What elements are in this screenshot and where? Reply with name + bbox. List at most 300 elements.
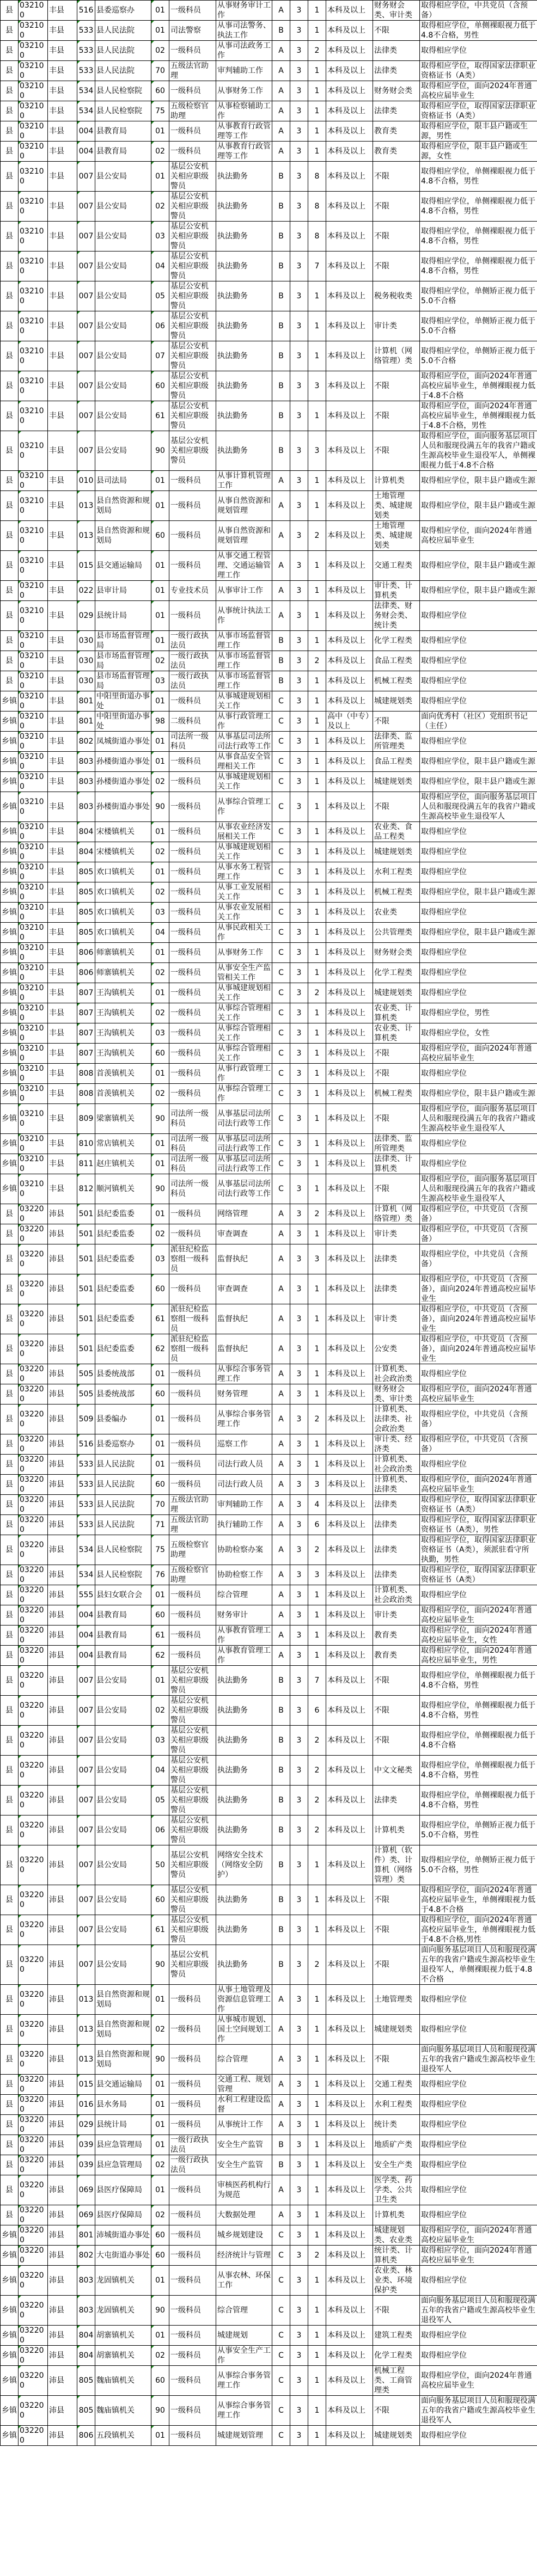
cell-count[interactable]: 1 <box>308 732 326 752</box>
cell-pos-code[interactable]: 01 <box>151 1434 169 1455</box>
cell-region-code[interactable]: 032200 <box>19 1364 48 1384</box>
cell-dept-code[interactable]: 534 <box>77 1565 95 1585</box>
cell-pos-code[interactable]: 90 <box>151 1104 169 1134</box>
cell-ratio[interactable]: 3 <box>290 882 308 903</box>
cell-dept-code[interactable]: 007 <box>77 281 95 311</box>
cell-dept[interactable]: 县公安局 <box>95 1726 151 1756</box>
cell-major[interactable]: 城建规划类 <box>373 2426 420 2446</box>
cell-region-code[interactable]: 032200 <box>19 1404 48 1434</box>
cell-region[interactable]: 丰县 <box>48 121 77 142</box>
cell-type[interactable]: A <box>272 1274 290 1304</box>
cell-level[interactable]: 县 <box>1 631 19 651</box>
cell-count[interactable]: 7 <box>308 252 326 281</box>
cell-ratio[interactable]: 3 <box>290 1364 308 1384</box>
cell-education[interactable]: 本科及以上 <box>326 162 373 192</box>
cell-pos-code[interactable]: 01 <box>151 2426 169 2446</box>
cell-major[interactable]: 医学类、药学类、公共卫生类 <box>373 2175 420 2205</box>
cell-other[interactable]: 取得相应学位 <box>420 1064 537 1084</box>
cell-region[interactable]: 沛县 <box>48 1495 77 1515</box>
cell-position[interactable]: 一级科员 <box>169 822 216 842</box>
cell-major[interactable]: 农业类 <box>373 903 420 923</box>
cell-pos-code[interactable]: 01 <box>151 862 169 882</box>
cell-dept[interactable]: 孙楼街道办事处 <box>95 752 151 772</box>
cell-level[interactable]: 县 <box>1 1535 19 1565</box>
cell-pos-code[interactable]: 01 <box>151 2095 169 2115</box>
cell-ratio[interactable]: 3 <box>290 371 308 401</box>
cell-count[interactable]: 1 <box>308 671 326 691</box>
cell-duty[interactable]: 从事城建规划相关工作 <box>216 983 272 1003</box>
cell-other[interactable]: 取得相应学位 <box>420 822 537 842</box>
cell-dept[interactable]: 县纪委监委 <box>95 1334 151 1364</box>
cell-major[interactable]: 不限 <box>373 222 420 252</box>
cell-major[interactable]: 机械工程类 <box>373 882 420 903</box>
cell-position[interactable]: 一级科员 <box>169 1084 216 1104</box>
cell-other[interactable]: 取得相应学位，面向2024年普通高校应届毕业生 <box>420 2225 537 2246</box>
cell-count[interactable]: 1 <box>308 1084 326 1104</box>
cell-count[interactable]: 1 <box>308 1845 326 1885</box>
cell-region[interactable]: 丰县 <box>48 862 77 882</box>
cell-type[interactable]: A <box>272 2075 290 2095</box>
cell-major[interactable]: 审计类、计算机类 <box>373 581 420 601</box>
cell-region-code[interactable]: 032200 <box>19 1565 48 1585</box>
cell-region-code[interactable]: 032200 <box>19 1726 48 1756</box>
cell-major[interactable]: 城建规划类、农业类 <box>373 2225 420 2246</box>
cell-position[interactable]: 一级科员 <box>169 1224 216 1244</box>
cell-region[interactable]: 丰县 <box>48 1174 77 1204</box>
cell-pos-code[interactable]: 02 <box>151 842 169 862</box>
cell-pos-code[interactable]: 01 <box>151 732 169 752</box>
cell-major[interactable]: 化学工程类 <box>373 2346 420 2366</box>
cell-region-code[interactable]: 032100 <box>19 1174 48 1204</box>
cell-major[interactable]: 不限 <box>373 252 420 281</box>
cell-ratio[interactable]: 3 <box>290 1134 308 1154</box>
cell-position[interactable]: 一级科员 <box>169 1003 216 1023</box>
cell-position[interactable]: 一级科员 <box>169 2095 216 2115</box>
cell-dept[interactable]: 首羡镇机关 <box>95 1084 151 1104</box>
cell-dept-code[interactable]: 013 <box>77 521 95 551</box>
cell-region-code[interactable]: 032200 <box>19 1945 48 1985</box>
cell-pos-code[interactable]: 90 <box>151 1174 169 1204</box>
cell-dept[interactable]: 县公安局 <box>95 1816 151 1845</box>
cell-ratio[interactable]: 3 <box>290 1945 308 1985</box>
cell-other[interactable]: 取得相应学位，面向2024年普通高校应届毕业生 <box>420 521 537 551</box>
cell-position[interactable]: 一级科员 <box>169 963 216 983</box>
cell-type[interactable]: A <box>272 491 290 521</box>
cell-level[interactable]: 县 <box>1 2045 19 2075</box>
cell-region[interactable]: 沛县 <box>48 2225 77 2246</box>
cell-duty[interactable]: 从事自然资源和规划管理 <box>216 491 272 521</box>
cell-position[interactable]: 基层公安机关相应职级警员 <box>169 252 216 281</box>
cell-count[interactable]: 1 <box>308 2155 326 2175</box>
cell-count[interactable]: 1 <box>308 2266 326 2296</box>
cell-other[interactable]: 取得相应学位，面向2024年普通高校应届毕业生 <box>420 2246 537 2266</box>
cell-ratio[interactable]: 3 <box>290 651 308 671</box>
cell-pos-code[interactable]: 01 <box>151 601 169 631</box>
cell-region-code[interactable]: 032200 <box>19 2135 48 2155</box>
cell-education[interactable]: 本科及以上 <box>326 1023 373 1044</box>
cell-duty[interactable]: 巡察工作 <box>216 1434 272 1455</box>
cell-duty[interactable]: 执法勤务 <box>216 192 272 222</box>
cell-education[interactable]: 本科及以上 <box>326 581 373 601</box>
cell-major[interactable]: 税务税收类 <box>373 281 420 311</box>
cell-education[interactable]: 本科及以上 <box>326 2246 373 2266</box>
cell-education[interactable]: 本科及以上 <box>326 1565 373 1585</box>
cell-duty[interactable]: 协助检察工作 <box>216 1565 272 1585</box>
cell-level[interactable]: 乡镇 <box>1 2296 19 2326</box>
cell-region-code[interactable]: 032100 <box>19 903 48 923</box>
cell-other[interactable]: 取得相应学位，限丰县户籍或生源，男性 <box>420 121 537 142</box>
cell-ratio[interactable]: 3 <box>290 1455 308 1475</box>
cell-dept[interactable]: 县委统战部 <box>95 1384 151 1404</box>
cell-position[interactable]: 五级法官助理 <box>169 1515 216 1535</box>
cell-type[interactable]: C <box>272 2266 290 2296</box>
cell-education[interactable]: 本科及以上 <box>326 21 373 41</box>
cell-type[interactable]: B <box>272 1885 290 1915</box>
cell-ratio[interactable]: 3 <box>290 1696 308 1726</box>
cell-region-code[interactable]: 032200 <box>19 1304 48 1334</box>
cell-ratio[interactable]: 3 <box>290 1985 308 2015</box>
cell-duty[interactable]: 从事综合事务管理工作 <box>216 1364 272 1384</box>
cell-dept[interactable]: 县公安局 <box>95 1915 151 1945</box>
cell-other[interactable]: 取得相应学位，面向2024年普通高校应届毕业生，单侧裸眼视力低于4.8不合格，男性 <box>420 401 537 431</box>
cell-region[interactable]: 沛县 <box>48 2175 77 2205</box>
cell-count[interactable]: 1 <box>308 903 326 923</box>
cell-region-code[interactable]: 032200 <box>19 1475 48 1495</box>
cell-region-code[interactable]: 032200 <box>19 2205 48 2225</box>
cell-count[interactable]: 1 <box>308 1 326 21</box>
cell-level[interactable]: 县 <box>1 1945 19 1985</box>
cell-duty[interactable]: 综合管理 <box>216 2296 272 2326</box>
cell-dept-code[interactable]: 505 <box>77 1364 95 1384</box>
cell-dept[interactable]: 师寨镇机关 <box>95 963 151 983</box>
cell-count[interactable]: 2 <box>308 1816 326 1845</box>
cell-dept[interactable]: 凤城街道办事处 <box>95 732 151 752</box>
cell-dept-code[interactable]: 004 <box>77 1605 95 1626</box>
cell-major[interactable]: 公共管理类 <box>373 923 420 943</box>
cell-pos-code[interactable]: 01 <box>151 943 169 963</box>
cell-region[interactable]: 丰县 <box>48 142 77 162</box>
cell-region-code[interactable]: 032100 <box>19 252 48 281</box>
cell-ratio[interactable]: 3 <box>290 252 308 281</box>
cell-duty[interactable]: 执法勤务 <box>216 1696 272 1726</box>
cell-major[interactable]: 法律类 <box>373 1495 420 1515</box>
cell-level[interactable]: 县 <box>1 1626 19 1646</box>
cell-education[interactable]: 本科及以上 <box>326 1064 373 1084</box>
cell-dept[interactable]: 魏庙镇机关 <box>95 2396 151 2426</box>
cell-region[interactable]: 丰县 <box>48 192 77 222</box>
cell-pos-code[interactable]: 02 <box>151 1084 169 1104</box>
cell-other[interactable]: 取得相应学位 <box>420 2326 537 2346</box>
cell-education[interactable]: 本科及以上 <box>326 631 373 651</box>
cell-type[interactable]: C <box>272 772 290 792</box>
cell-region[interactable]: 沛县 <box>48 1434 77 1455</box>
cell-level[interactable]: 县 <box>1 651 19 671</box>
cell-major[interactable]: 机械工程类 <box>373 671 420 691</box>
cell-other[interactable]: 取得相应学位，限丰县户籍或生源 <box>420 1084 537 1104</box>
cell-ratio[interactable]: 3 <box>290 101 308 121</box>
cell-dept-code[interactable]: 004 <box>77 121 95 142</box>
cell-level[interactable]: 乡镇 <box>1 1154 19 1174</box>
cell-pos-code[interactable]: 01 <box>151 1204 169 1224</box>
cell-dept[interactable]: 县公安局 <box>95 192 151 222</box>
cell-ratio[interactable]: 3 <box>290 943 308 963</box>
cell-dept[interactable]: 县公安局 <box>95 1945 151 1985</box>
cell-type[interactable]: A <box>272 1204 290 1224</box>
cell-dept-code[interactable]: 533 <box>77 1515 95 1535</box>
cell-other[interactable]: 取得相应学位 <box>420 2155 537 2175</box>
cell-type[interactable]: A <box>272 1515 290 1535</box>
cell-type[interactable]: B <box>272 1696 290 1726</box>
cell-level[interactable]: 县 <box>1 1845 19 1885</box>
cell-ratio[interactable]: 3 <box>290 1565 308 1585</box>
cell-ratio[interactable]: 3 <box>290 1244 308 1274</box>
cell-dept-code[interactable]: 069 <box>77 2175 95 2205</box>
cell-dept[interactable]: 县纪委监委 <box>95 1274 151 1304</box>
cell-duty[interactable]: 执法勤务 <box>216 222 272 252</box>
cell-duty[interactable]: 安全生产监管 <box>216 2135 272 2155</box>
cell-other[interactable]: 取得相应学位，面向2024年普通高校应届毕业生，单侧裸眼视力低于4.8不合格 <box>420 371 537 401</box>
cell-duty[interactable]: 从事检察辅助工作 <box>216 101 272 121</box>
cell-other[interactable]: 取得相应学位，单侧矫正视力低于5.0不合格 <box>420 311 537 341</box>
cell-region-code[interactable]: 032100 <box>19 1 48 21</box>
cell-ratio[interactable]: 3 <box>290 1204 308 1224</box>
cell-other[interactable]: 取得相应学位，单侧矫正视力低于5.0不合格，男性 <box>420 1845 537 1885</box>
cell-region-code[interactable]: 032200 <box>19 1816 48 1845</box>
cell-dept-code[interactable]: 516 <box>77 1 95 21</box>
cell-dept[interactable]: 县纪委监委 <box>95 1244 151 1274</box>
cell-region[interactable]: 沛县 <box>48 2396 77 2426</box>
cell-count[interactable]: 1 <box>308 2095 326 2115</box>
cell-region[interactable]: 丰县 <box>48 41 77 61</box>
cell-region-code[interactable]: 032100 <box>19 862 48 882</box>
cell-other[interactable]: 取得相应学位 <box>420 842 537 862</box>
cell-type[interactable]: A <box>272 1605 290 1626</box>
cell-region[interactable]: 沛县 <box>48 2135 77 2155</box>
cell-ratio[interactable]: 3 <box>290 1 308 21</box>
cell-region[interactable]: 沛县 <box>48 1816 77 1845</box>
cell-level[interactable]: 县 <box>1 1585 19 1605</box>
cell-major[interactable]: 不限 <box>373 1044 420 1064</box>
cell-region-code[interactable]: 032100 <box>19 1084 48 1104</box>
cell-type[interactable]: C <box>272 1003 290 1023</box>
cell-type[interactable]: A <box>272 1224 290 1244</box>
cell-region[interactable]: 沛县 <box>48 1384 77 1404</box>
cell-dept[interactable]: 县公安局 <box>95 252 151 281</box>
cell-pos-code[interactable]: 01 <box>151 491 169 521</box>
cell-region-code[interactable]: 032100 <box>19 792 48 822</box>
cell-major[interactable]: 建筑工程类 <box>373 2326 420 2346</box>
cell-other[interactable]: 取得相应学位，中共党员（含预备），面向2024年普通高校应届毕业生 <box>420 1304 537 1334</box>
cell-dept[interactable]: 县公安局 <box>95 1885 151 1915</box>
cell-ratio[interactable]: 3 <box>290 2095 308 2115</box>
cell-count[interactable]: 1 <box>308 2115 326 2135</box>
cell-dept-code[interactable]: 007 <box>77 192 95 222</box>
cell-duty[interactable]: 从事教育管理工作 <box>216 1646 272 1666</box>
cell-type[interactable]: C <box>272 2225 290 2246</box>
cell-major[interactable]: 城建规划类 <box>373 691 420 712</box>
cell-region-code[interactable]: 032200 <box>19 2366 48 2396</box>
cell-major[interactable]: 审计类 <box>373 311 420 341</box>
cell-major[interactable]: 不限 <box>373 2045 420 2075</box>
cell-region-code[interactable]: 032200 <box>19 2346 48 2366</box>
cell-other[interactable]: 取得相应学位 <box>420 2346 537 2366</box>
cell-pos-code[interactable]: 02 <box>151 2205 169 2225</box>
cell-level[interactable]: 乡镇 <box>1 983 19 1003</box>
cell-region-code[interactable]: 032200 <box>19 2426 48 2446</box>
cell-other[interactable]: 取得相应学位，男性 <box>420 1003 537 1023</box>
cell-pos-code[interactable]: 05 <box>151 1786 169 1816</box>
cell-region[interactable]: 沛县 <box>48 1845 77 1885</box>
cell-education[interactable]: 本科及以上 <box>326 1945 373 1985</box>
cell-region[interactable]: 丰县 <box>48 1044 77 1064</box>
cell-duty[interactable]: 从事交通工程管理、交通运输管理工作 <box>216 551 272 581</box>
cell-education[interactable]: 本科及以上 <box>326 2396 373 2426</box>
cell-ratio[interactable]: 3 <box>290 1044 308 1064</box>
cell-dept-code[interactable]: 805 <box>77 903 95 923</box>
cell-position[interactable]: 一级科员 <box>169 1475 216 1495</box>
cell-dept[interactable]: 县人民检察院 <box>95 1565 151 1585</box>
cell-education[interactable]: 本科及以上 <box>326 903 373 923</box>
cell-position[interactable]: 一级行政执法员 <box>169 2155 216 2175</box>
cell-major[interactable]: 法律类 <box>373 1244 420 1274</box>
cell-region[interactable]: 沛县 <box>48 2326 77 2346</box>
cell-position[interactable]: 基层公安机关相应职级警员 <box>169 1756 216 1786</box>
cell-pos-code[interactable]: 02 <box>151 1003 169 1023</box>
cell-position[interactable]: 一级科员 <box>169 882 216 903</box>
cell-major[interactable]: 法律类 <box>373 1515 420 1535</box>
cell-other[interactable]: 取得相应学位 <box>420 691 537 712</box>
cell-count[interactable]: 1 <box>308 712 326 732</box>
cell-major[interactable]: 地质矿产类 <box>373 2135 420 2155</box>
cell-position[interactable]: 基层公安机关相应职级警员 <box>169 1845 216 1885</box>
cell-region[interactable]: 丰县 <box>48 1003 77 1023</box>
cell-dept[interactable]: 县委巡察办 <box>95 1434 151 1455</box>
cell-duty[interactable]: 从事财务审计工作 <box>216 1 272 21</box>
cell-major[interactable]: 计算机类 <box>373 1816 420 1845</box>
cell-other[interactable]: 取得相应学位，面向2024年普通高校应届毕业生，男性 <box>420 1646 537 1666</box>
cell-count[interactable]: 1 <box>308 1384 326 1404</box>
cell-major[interactable]: 法律类 <box>373 1274 420 1304</box>
cell-major[interactable]: 法律类 <box>373 1786 420 1816</box>
cell-region[interactable]: 丰县 <box>48 752 77 772</box>
cell-education[interactable]: 本科及以上 <box>326 311 373 341</box>
cell-region-code[interactable]: 032100 <box>19 1044 48 1064</box>
cell-other[interactable]: 取得相应学位 <box>420 1134 537 1154</box>
cell-ratio[interactable]: 3 <box>290 2175 308 2205</box>
cell-dept[interactable]: 县公安局 <box>95 1696 151 1726</box>
cell-level[interactable]: 县 <box>1 2095 19 2115</box>
cell-region[interactable]: 丰县 <box>48 521 77 551</box>
cell-ratio[interactable]: 3 <box>290 1224 308 1244</box>
cell-level[interactable]: 县 <box>1 2205 19 2225</box>
cell-dept[interactable]: 县人民法院 <box>95 1475 151 1495</box>
cell-region[interactable]: 丰县 <box>48 471 77 491</box>
cell-ratio[interactable]: 3 <box>290 1064 308 1084</box>
cell-dept-code[interactable]: 010 <box>77 471 95 491</box>
cell-dept-code[interactable]: 812 <box>77 1174 95 1204</box>
cell-count[interactable]: 1 <box>308 2396 326 2426</box>
cell-pos-code[interactable]: 90 <box>151 1945 169 1985</box>
cell-duty[interactable]: 从事综合事务管理工作 <box>216 2366 272 2396</box>
cell-education[interactable]: 本科及以上 <box>326 1726 373 1756</box>
cell-education[interactable]: 本科及以上 <box>326 401 373 431</box>
cell-dept-code[interactable]: 007 <box>77 1915 95 1945</box>
cell-major[interactable]: 不限 <box>373 1915 420 1945</box>
cell-region[interactable]: 沛县 <box>48 2366 77 2396</box>
cell-region-code[interactable]: 032200 <box>19 2175 48 2205</box>
cell-type[interactable]: A <box>272 551 290 581</box>
cell-ratio[interactable]: 3 <box>290 401 308 431</box>
cell-count[interactable]: 1 <box>308 81 326 101</box>
cell-level[interactable]: 乡镇 <box>1 1003 19 1023</box>
cell-pos-code[interactable]: 01 <box>151 1585 169 1605</box>
cell-position[interactable]: 一级科员 <box>169 491 216 521</box>
cell-education[interactable]: 本科及以上 <box>326 1605 373 1626</box>
cell-dept-code[interactable]: 516 <box>77 1434 95 1455</box>
cell-ratio[interactable]: 3 <box>290 2246 308 2266</box>
cell-dept-code[interactable]: 803 <box>77 772 95 792</box>
cell-count[interactable]: 1 <box>308 61 326 81</box>
cell-other[interactable]: 取得相应学位 <box>420 601 537 631</box>
cell-dept[interactable]: 孙楼街道办事处 <box>95 792 151 822</box>
cell-type[interactable]: A <box>272 1626 290 1646</box>
cell-region-code[interactable]: 032100 <box>19 162 48 192</box>
cell-education[interactable]: 本科及以上 <box>326 431 373 471</box>
cell-ratio[interactable]: 3 <box>290 61 308 81</box>
cell-position[interactable]: 司法所一级科员 <box>169 732 216 752</box>
cell-other[interactable]: 取得相应学位 <box>420 651 537 671</box>
cell-duty[interactable]: 审判辅助工作 <box>216 1495 272 1515</box>
cell-dept[interactable]: 县委统战部 <box>95 1364 151 1384</box>
cell-dept[interactable]: 县市场监督管理局 <box>95 671 151 691</box>
cell-other[interactable]: 取得相应学位，中共党员（含预备） <box>420 1204 537 1224</box>
cell-dept-code[interactable]: 802 <box>77 732 95 752</box>
cell-pos-code[interactable]: 60 <box>151 371 169 401</box>
cell-major[interactable]: 不限 <box>373 21 420 41</box>
cell-region-code[interactable]: 032200 <box>19 1434 48 1455</box>
cell-dept[interactable]: 胡寨镇机关 <box>95 2346 151 2366</box>
cell-position[interactable]: 一级科员 <box>169 2045 216 2075</box>
cell-position[interactable]: 基层公安机关相应职级警员 <box>169 311 216 341</box>
cell-count[interactable]: 1 <box>308 121 326 142</box>
cell-ratio[interactable]: 3 <box>290 822 308 842</box>
cell-pos-code[interactable]: 76 <box>151 1565 169 1585</box>
cell-level[interactable]: 县 <box>1 471 19 491</box>
cell-ratio[interactable]: 3 <box>290 551 308 581</box>
cell-count[interactable]: 8 <box>308 192 326 222</box>
cell-dept-code[interactable]: 029 <box>77 2115 95 2135</box>
cell-pos-code[interactable]: 90 <box>151 431 169 471</box>
cell-duty[interactable]: 从事基层司法所司法行政等工作 <box>216 1154 272 1174</box>
cell-duty[interactable]: 执法勤务 <box>216 1915 272 1945</box>
cell-duty[interactable]: 城建规划 <box>216 2326 272 2346</box>
cell-dept[interactable]: 县人民法院 <box>95 1515 151 1535</box>
cell-education[interactable]: 本科及以上 <box>326 983 373 1003</box>
cell-type[interactable]: A <box>272 601 290 631</box>
cell-ratio[interactable]: 3 <box>290 1404 308 1434</box>
cell-position[interactable]: 一级科员 <box>169 842 216 862</box>
cell-dept-code[interactable]: 805 <box>77 2366 95 2396</box>
cell-region[interactable]: 沛县 <box>48 2045 77 2075</box>
cell-count[interactable]: 1 <box>308 1003 326 1023</box>
cell-duty[interactable]: 司法行政人员 <box>216 1455 272 1475</box>
cell-level[interactable]: 县 <box>1 121 19 142</box>
cell-level[interactable]: 县 <box>1 61 19 81</box>
cell-count[interactable]: 1 <box>308 862 326 882</box>
cell-ratio[interactable]: 3 <box>290 121 308 142</box>
cell-dept[interactable]: 县自然资源和规划局 <box>95 521 151 551</box>
cell-duty[interactable]: 财务审计 <box>216 1605 272 1626</box>
